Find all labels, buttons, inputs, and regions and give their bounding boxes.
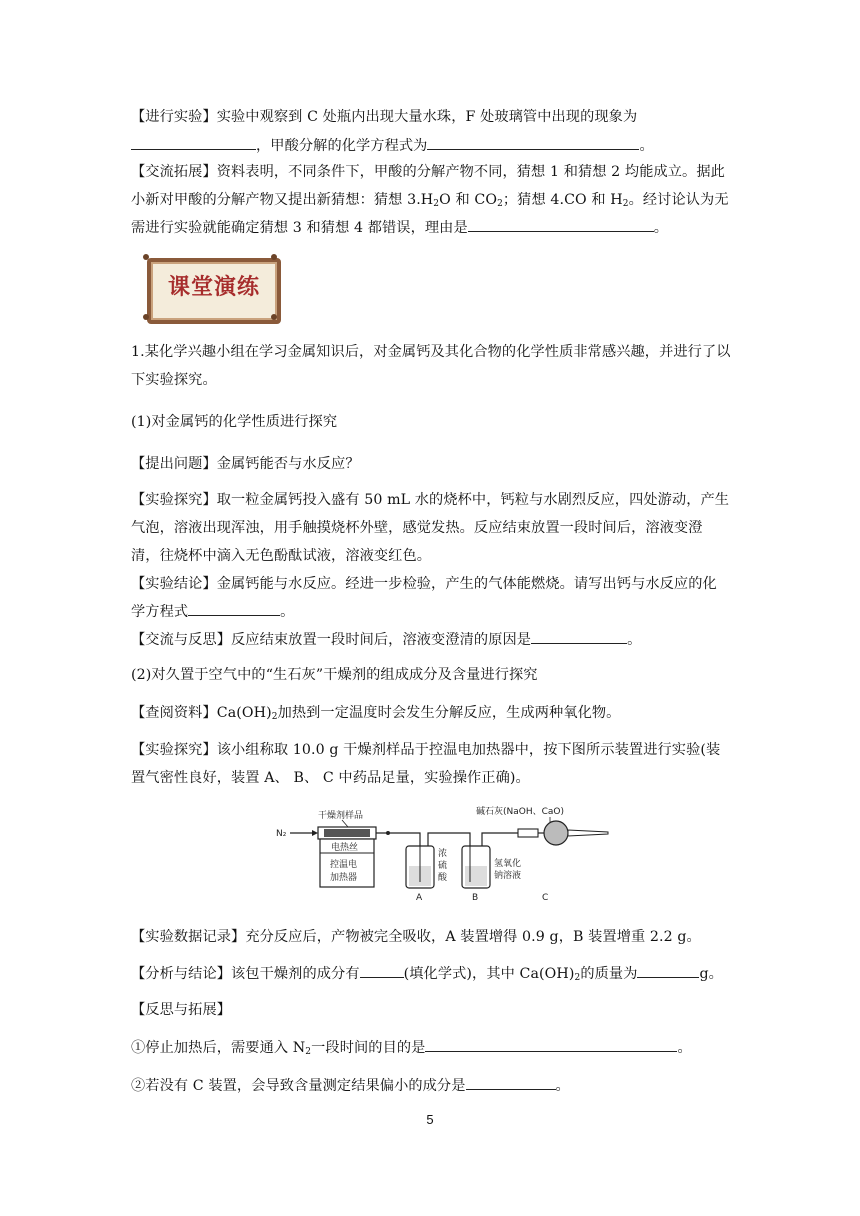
paragraph-ext2: ②若没有 C 装置，会导致含量测定结果偏小的成分是 。 [131, 1075, 731, 1096]
paragraph-conclusion: 【实验结论】金属钙能与水反应。经进一步检验，产生的气体能燃烧。请写出钙与水反应的化学方程式 。 [131, 576, 717, 620]
drying-bulb [544, 821, 568, 845]
answer-blank[interactable] [637, 963, 699, 978]
apparatus-diagram [270, 800, 620, 910]
section-title: 课堂演练 [167, 275, 260, 300]
heading-extension-2: 【反思与拓展】 [131, 1002, 232, 1018]
nail-icon [271, 314, 277, 320]
heading-data: 【实验数据记录】 [131, 929, 246, 945]
answer-blank[interactable] [425, 1037, 677, 1052]
heading-analysis: 【分析与结论】 [131, 966, 232, 982]
naoh-liquid [465, 866, 487, 886]
part1-heading: (1)对金属钙的化学性质进行探究 [131, 414, 338, 430]
paragraph-extension: 【交流拓展】资料表明，不同条件下，甲酸的分解产物不同，猜想 1 和猜想 2 均能成立。据此小新对甲酸的分解产物又提出新猜想：猜想 $3.H_2O$ 和 $CO_2$；猜想 4.CO 和 $H_2$。经讨论认为无需进行实验就能确定猜想 3 和猜想 4 都错误，理由是 。 [131, 164, 729, 236]
acid-label-2: 硫 [438, 861, 448, 871]
paragraph-ext1: ①停止加热后，需要通入 $N_2$一段时间的目的是 。 [131, 1037, 731, 1058]
answer-blank[interactable] [360, 963, 404, 978]
acid-label-1: 浓 [438, 849, 448, 859]
part2-heading: (2)对久置于空气中的“生石灰”干燥剂的组成成分及含量进行探究 [131, 667, 538, 683]
paragraph-exp2: 【实验探究】该小组称取 10.0 g 干燥剂样品于控温电加热器中，按下图所示装置进行实验(装置气密性良好，装置 A、 B、 C 中药品足量，实验操作正确)。 [131, 742, 721, 786]
label-c: C [542, 893, 549, 903]
heading-exp: 【实验探究】 [131, 492, 217, 508]
soda-lime-label: 碱石灰(NaOH、CaO) [476, 807, 565, 817]
paragraph-ask: 【提出问题】金属钙能否与水反应？ [131, 456, 360, 472]
label-a: A [416, 893, 423, 903]
nail-icon [143, 254, 149, 260]
answer-blank[interactable] [188, 601, 280, 616]
n2-label: N₂ [276, 829, 287, 839]
acid-label-3: 酸 [438, 873, 448, 883]
heading-info: 【查阅资料】 [131, 705, 217, 721]
heading-exp2: 【实验探究】 [131, 742, 217, 758]
heater-label-1: 控温电 [330, 860, 358, 870]
label-b: B [472, 893, 479, 903]
question-intro: 1.某化学兴趣小组在学习金属知识后，对金属钙及其化合物的化学性质非常感兴趣，并进行了以下实验探究。 [131, 344, 731, 388]
paragraph-exp: 【实验探究】取一粒金属钙投入盛有 50 mL 水的烧杯中，钙粒与水剧烈反应，四处游动，产生气泡，溶液出现浑浊，用手触摸烧杯外壁，感觉发热。反应结束放置一段时间后，溶液变澄清，往烧杯中滴入无色酚酞试液，溶液变红色。 [131, 492, 730, 564]
paragraph-data: 【实验数据记录】充分反应后，产物被完全吸收，A 装置增得 0.9 g，B 装置增重 2.2 g。 [131, 929, 701, 945]
paragraph-analysis: 【分析与结论】该包干燥剂的成分有 (填化学式)，其中 $Ca(OH)_2$的质量为 g。 [131, 963, 731, 984]
answer-blank[interactable] [466, 1075, 556, 1090]
answer-blank[interactable] [131, 135, 256, 150]
naoh-label-1: 氢氧化 [494, 859, 522, 869]
heading-extension: 【交流拓展】 [131, 164, 217, 180]
heading-ask: 【提出问题】 [131, 456, 217, 472]
nail-icon [271, 254, 277, 260]
answer-blank[interactable] [531, 629, 627, 644]
paragraph-reflection: 【交流与反思】反应结束放置一段时间后，溶液变澄清的原因是 。 [131, 629, 731, 650]
answer-blank[interactable] [427, 135, 639, 150]
heading-reflection: 【交流与反思】 [131, 632, 232, 648]
page-number: 5 [426, 1112, 434, 1127]
naoh-label-2: 钠溶液 [494, 871, 522, 881]
answer-blank[interactable] [468, 217, 654, 232]
section-title-sign [141, 252, 279, 322]
paragraph-experiment-line2: ，甲酸分解的化学方程式为 。 [131, 135, 731, 156]
paragraph-info: 【查阅资料】$Ca(OH)_2$加热到一定温度时会发生分解反应，生成两种氧化物。 [131, 705, 621, 722]
heading-experiment: 【进行实验】 [131, 109, 217, 125]
sample-fill [324, 829, 370, 837]
heater-label-2: 加热器 [330, 873, 358, 883]
sample-label: 干燥剂样品 [318, 811, 364, 821]
nail-icon [143, 314, 149, 320]
wire-label: 电热丝 [331, 843, 359, 853]
paragraph-experiment: 【进行实验】实验中观察到 C 处瓶内出现大量水珠，F 处玻璃管中出现的现象为 [131, 109, 638, 125]
heading-conclusion: 【实验结论】 [131, 576, 217, 592]
